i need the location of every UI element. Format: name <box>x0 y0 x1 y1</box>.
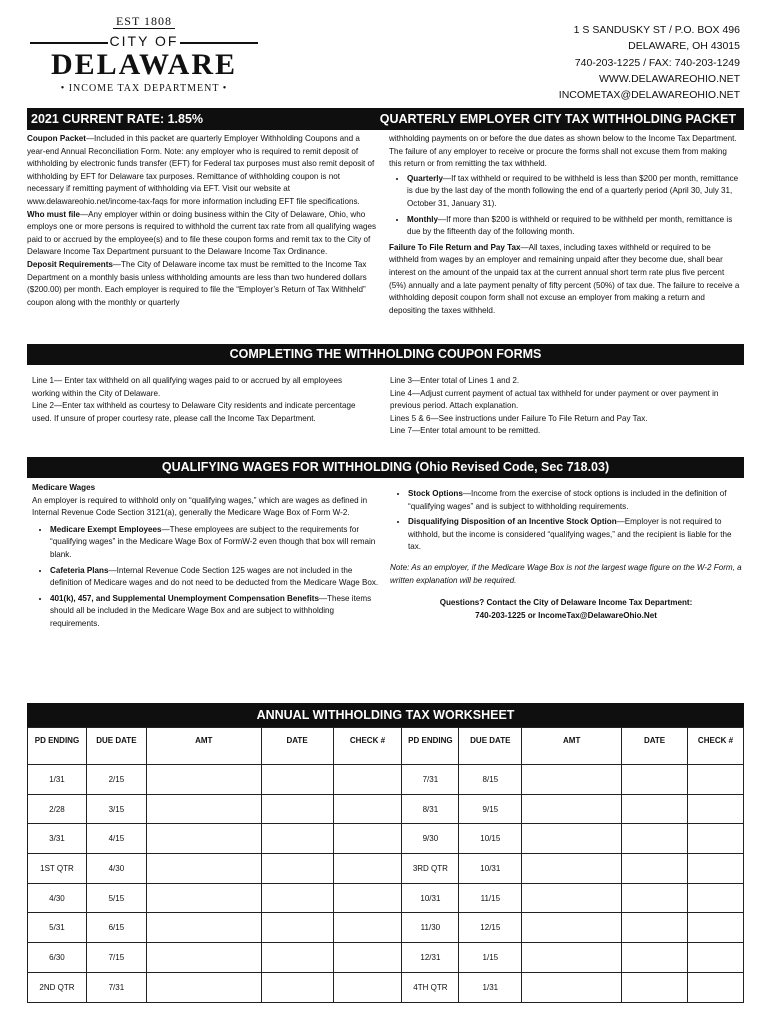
pd-ending-cell: 11/30 <box>402 913 459 943</box>
due-date-cell: 7/15 <box>86 943 146 973</box>
stock-list <box>390 488 742 554</box>
remittance-list <box>389 173 741 239</box>
due-date-cell: 1/15 <box>459 943 522 973</box>
due-date-cell: 5/15 <box>86 883 146 913</box>
line2-text: Line 2—Enter tax withheld as courtesy to Delaware City residents and indicate percentage used. If unsure of proper courtesy rate, please call the Income Tax Department. <box>32 401 356 423</box>
pd-ending-cell: 1ST QTR <box>28 854 87 884</box>
coupon-packet-para: Coupon Packet—Included in this packet are quarterly Employer Withholding Coupons and a year-end Annual Reconciliation Form. Note: any employer who is required to remit deposit of withholding by electronic funds transfer (EFT) for Federal tax purposes must also remit deposit of withholding by EFT for Delaware tax purposes. Remittance of withholding coupon is not necessary if remitting payment of withholding via EFT. Visit our website at www.delawareohio.net/income-tax-faqs for more information including EFT file specifications. <box>27 134 375 206</box>
pd-ending-cell: 1/31 <box>28 765 87 795</box>
due-date-cell: 12/15 <box>459 913 522 943</box>
check-cell[interactable] <box>333 883 402 913</box>
worksheet-bar: ANNUAL WITHHOLDING TAX WORKSHEET <box>27 703 744 727</box>
city-logo <box>28 14 260 98</box>
questions-line: Questions? Contact the City of Delaware Income Tax Department: <box>439 598 693 608</box>
amt-cell[interactable] <box>146 765 261 795</box>
due-date-cell: 3/15 <box>86 794 146 824</box>
address-email: INCOMETAX@DELAWAREOHIO.NET <box>558 89 740 102</box>
amt-cell[interactable] <box>146 972 261 1002</box>
line3-text: Line 3—Enter total of Lines 1 and 2. <box>390 376 520 385</box>
check-cell[interactable] <box>333 854 402 884</box>
list-item: • 401(k), 457, and Supplemental Unemployment Compensation Benefits—These items should all be included in the Medicare Wage Box and are subject to withholding requirements. <box>50 593 380 631</box>
due-date-cell: 4/15 <box>86 824 146 854</box>
list-item: • Quarterly—If tax withheld or required to be withheld is less than $200 per month, remittance is due by the last day of the month following the end of a quarterly period (April 30, July 31, October 31, January 31). <box>407 173 741 211</box>
header-pd-ending: PD ENDING <box>28 728 87 765</box>
completing-right <box>390 375 735 438</box>
date-cell[interactable] <box>261 765 333 795</box>
due-date-cell: 1/31 <box>459 972 522 1002</box>
due-date-cell: 2/15 <box>86 765 146 795</box>
check-cell[interactable] <box>687 765 743 795</box>
line56-text: Lines 5 & 6—See instructions under Failure To File Return and Pay Tax. <box>390 413 648 423</box>
date-cell[interactable] <box>261 972 333 1002</box>
header-date: DATE <box>261 728 333 765</box>
logo-est: EST 1808 <box>113 14 175 29</box>
date-cell[interactable] <box>261 854 333 884</box>
employer-note: Note: As an employer, if the Medicare Wage Box is not the largest wage figure on the W-2 Form, a written explanation will be required. <box>390 562 742 585</box>
pd-ending-cell: 2/28 <box>28 794 87 824</box>
table-row <box>28 883 744 913</box>
amt-cell[interactable] <box>522 765 622 795</box>
header-amt: AMT <box>522 728 622 765</box>
header-check: CHECK # <box>687 728 743 765</box>
header-amt: AMT <box>146 728 261 765</box>
date-cell[interactable] <box>261 913 333 943</box>
date-cell[interactable] <box>622 943 688 973</box>
check-cell[interactable] <box>333 765 402 795</box>
header-date: DATE <box>622 728 688 765</box>
intro-left <box>27 133 379 309</box>
amt-cell[interactable] <box>146 913 261 943</box>
table-row <box>28 794 744 824</box>
pd-ending-cell: 2ND QTR <box>28 972 87 1002</box>
address-block <box>559 22 740 103</box>
address-web: WWW.DELAWAREOHIO.NET <box>599 72 740 85</box>
amt-cell[interactable] <box>522 824 622 854</box>
pd-ending-cell: 3RD QTR <box>402 854 459 884</box>
list-item: • Monthly—If more than $200 is withheld or required to be withheld per month, remittance is due by the fifteenth day of the following month. <box>407 214 741 239</box>
pd-ending-cell: 5/31 <box>28 913 87 943</box>
pd-ending-cell: 10/31 <box>402 883 459 913</box>
qualifying-left <box>32 482 380 634</box>
line1-text: Line 1— Enter tax withheld on all qualifying wages paid to or accrued by all employees working within the City of Delaware. <box>32 376 342 398</box>
logo-name: DELAWARE <box>50 48 238 81</box>
intro-right <box>389 133 741 317</box>
header-due-date: DUE DATE <box>86 728 146 765</box>
amt-cell[interactable] <box>522 943 622 973</box>
amt-cell[interactable] <box>522 854 622 884</box>
worksheet-header-row <box>28 728 744 765</box>
worksheet-table <box>27 727 744 1003</box>
check-cell[interactable] <box>333 824 402 854</box>
header-bar <box>27 108 744 130</box>
check-cell[interactable] <box>687 854 743 884</box>
table-row <box>28 913 744 943</box>
amt-cell[interactable] <box>146 854 261 884</box>
line4-text: Line 4—Adjust current payment of actual tax withheld for under payment or over payment in previous period. Attach explanation. <box>390 388 719 411</box>
date-cell[interactable] <box>622 794 688 824</box>
logo-city-of: CITY OF <box>109 33 179 49</box>
check-cell[interactable] <box>333 913 402 943</box>
deposit-requirements-para: Deposit Requirements—The City of Delaware income tax must be remitted to the Income Tax Department on a monthly basis unless withholding amounts are less than two hundered dollars ($200.00) per month. Each employer is required to file the “Employer’s Return of Tax Withheld” coupon along with the monthly or quarterly <box>27 259 367 307</box>
check-cell[interactable] <box>687 972 743 1002</box>
check-cell[interactable] <box>687 883 743 913</box>
list-item: • Stock Options—Income from the exercise of stock options is included in the definition of “qualifying wages” and is subject to withholding requirements. <box>408 488 742 513</box>
amt-cell[interactable] <box>146 824 261 854</box>
pd-ending-cell: 9/30 <box>402 824 459 854</box>
pd-ending-cell: 12/31 <box>402 943 459 973</box>
table-row <box>28 943 744 973</box>
qualifying-right <box>390 488 742 622</box>
header-due-date: DUE DATE <box>459 728 522 765</box>
pd-ending-cell: 3/31 <box>28 824 87 854</box>
pd-ending-cell: 4/30 <box>28 883 87 913</box>
completing-bar: COMPLETING THE WITHHOLDING COUPON FORMS <box>27 344 744 365</box>
due-date-cell: 10/15 <box>459 824 522 854</box>
due-date-cell: 8/15 <box>459 765 522 795</box>
date-cell[interactable] <box>622 765 688 795</box>
list-item: • Cafeteria Plans—Internal Revenue Code Section 125 wages are not included in the definition of Medicare wages and do not need to be deducted from the Medicare Wage Box. <box>50 565 380 590</box>
table-row <box>28 854 744 884</box>
line7-text: Line 7—Enter total amount to be remitted. <box>390 426 541 436</box>
due-date-cell: 7/31 <box>86 972 146 1002</box>
due-date-cell: 9/15 <box>459 794 522 824</box>
check-cell[interactable] <box>333 794 402 824</box>
pd-ending-cell: 8/31 <box>402 794 459 824</box>
check-cell[interactable] <box>333 972 402 1002</box>
completing-left <box>32 375 372 425</box>
check-cell[interactable] <box>687 913 743 943</box>
medicare-text: An employer is required to withhold only on “qualifying wages,” which are wages as defined in Internal Revenue Code Section 3121(a), generally the Medicare Wage Box of Form W-2. <box>32 495 368 518</box>
who-must-file-para: Who must file—Any employer within or doing business within the City of Delaware, Ohio, who employs one or more persons is required to withhold the current tax rate from all qualifying wages paid to or accrued by the employee(s) and to file these coupon forms and remit tax to the City of Delaware Income Tax Department pursuant to the Delaware Income Tax Ordinance. <box>27 209 377 257</box>
date-cell[interactable] <box>622 854 688 884</box>
packet-title: QUARTERLY EMPLOYER CITY TAX WITHHOLDING PACKET <box>379 112 736 126</box>
due-date-cell: 11/15 <box>459 883 522 913</box>
table-row <box>28 765 744 795</box>
due-date-cell: 10/31 <box>459 854 522 884</box>
table-row <box>28 972 744 1002</box>
list-item: • Medicare Exempt Employees—These employees are subject to the requirements for “qualifying wages” in the Medicare Wage Box of FormW-2 even though that box will remain blank. <box>50 524 380 562</box>
due-date-cell: 4/30 <box>86 854 146 884</box>
pd-ending-cell: 6/30 <box>28 943 87 973</box>
amt-cell[interactable] <box>146 943 261 973</box>
date-cell[interactable] <box>622 883 688 913</box>
logo-dept: • INCOME TAX DEPARTMENT • <box>60 83 228 94</box>
amt-cell[interactable] <box>522 883 622 913</box>
medicare-list <box>32 524 380 631</box>
date-cell[interactable] <box>261 794 333 824</box>
logo-rule-right <box>180 42 258 44</box>
date-cell[interactable] <box>261 943 333 973</box>
current-rate: 2021 CURRENT RATE: 1.85% <box>31 112 204 126</box>
check-cell[interactable] <box>687 824 743 854</box>
date-cell[interactable] <box>261 883 333 913</box>
date-cell[interactable] <box>622 972 688 1002</box>
amt-cell[interactable] <box>522 913 622 943</box>
address-street: 1 S SANDUSKY ST / P.O. BOX 496 <box>573 24 740 36</box>
questions-contact: 740-203-1225 or IncomeTax@DelawareOhio.Net <box>475 610 657 620</box>
amt-cell[interactable] <box>146 883 261 913</box>
qualifying-bar: QUALIFYING WAGES FOR WITHHOLDING (Ohio Revised Code, Sec 718.03) <box>27 457 744 478</box>
date-cell[interactable] <box>622 824 688 854</box>
date-cell[interactable] <box>622 913 688 943</box>
amt-cell[interactable] <box>146 794 261 824</box>
intro-right-para: withholding payments on or before the due dates as shown below to the Income Tax Department. The failure of any employer to receive or procure the forms shall not excuse them from making this return or from remitting the tax withheld. <box>389 134 737 169</box>
medicare-heading: Medicare Wages <box>32 483 96 492</box>
check-cell[interactable] <box>687 794 743 824</box>
check-cell[interactable] <box>333 943 402 973</box>
list-item: • Disqualifying Disposition of an Incentive Stock Option—Employer is not required to withhold, but the income is considered “qualifying wages,” and the recipient is liable for the tax. <box>408 516 742 554</box>
amt-cell[interactable] <box>522 794 622 824</box>
date-cell[interactable] <box>261 824 333 854</box>
pd-ending-cell: 4TH QTR <box>402 972 459 1002</box>
header-check: CHECK # <box>333 728 402 765</box>
due-date-cell: 6/15 <box>86 913 146 943</box>
check-cell[interactable] <box>687 943 743 973</box>
address-city: DELAWARE, OH 43015 <box>628 40 740 53</box>
failure-to-file-para: Failure To File Return and Pay Tax—All taxes, including taxes withheld or required to be withheld from wages by an employer and remaining unpaid after they become due, shall bear interest on the amount of the unpaid tax at the current annual short term rate plus five percent (5%) annually and a late payment penalty of fifty percent (50%) of tax due. The failure to receive a withholding deposit coupon form shall not excuse an employer from making a return and depositing the taxes withheld. <box>389 242 740 315</box>
address-phone: 740-203-1225 / FAX: 740-203-1249 <box>574 56 740 69</box>
pd-ending-cell: 7/31 <box>402 765 459 795</box>
amt-cell[interactable] <box>522 972 622 1002</box>
table-row <box>28 824 744 854</box>
header-pd-ending: PD ENDING <box>402 728 459 765</box>
